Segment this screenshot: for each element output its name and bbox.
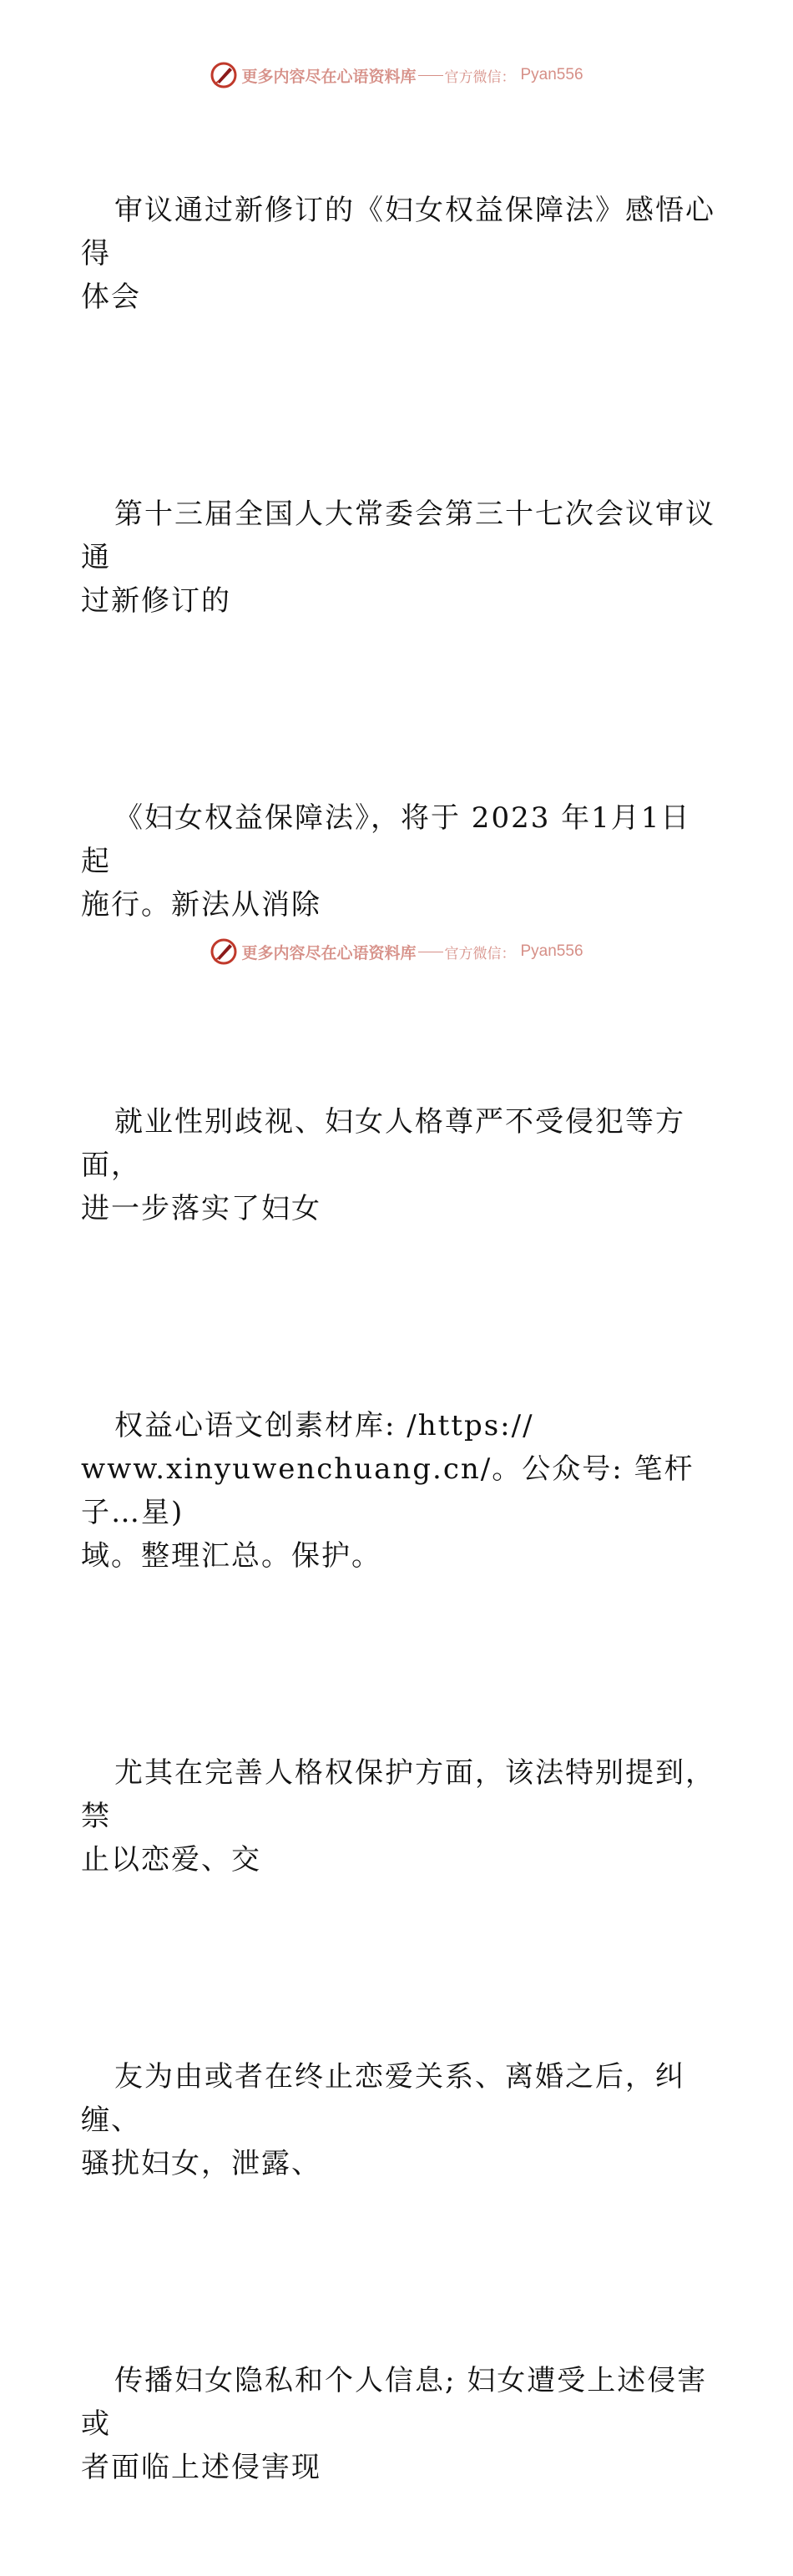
text-line: 审议通过新修订的《妇女权益保障法》感悟心得 <box>81 194 715 270</box>
text-line: 第十三届全国人大常委会第三十七次会议审议通 <box>81 498 715 574</box>
quill-logo-icon <box>210 61 238 89</box>
quill-logo-icon <box>210 937 238 966</box>
text-line: 尤其在完善人格权保护方面，该法特别提到，禁 <box>81 1756 715 1833</box>
text-line: 过新修订的 <box>81 584 231 618</box>
text-line: 骚扰妇女，泄露、 <box>81 2147 321 2180</box>
banner-site-name: 更多内容尽在心语资料库 <box>241 943 417 962</box>
paragraph-6 <box>81 1664 715 1968</box>
paragraph-7 <box>81 1968 715 2272</box>
text-line: 者面临上述侵害现 <box>81 2451 321 2484</box>
banner-wechat-id: Pyan556 <box>520 66 583 83</box>
text-line: 进一步落实了妇女 <box>81 1192 321 1225</box>
footer-banner <box>0 935 793 968</box>
text-line: 施行。新法从消除 <box>81 888 321 922</box>
banner-site-name: 更多内容尽在心语资料库 <box>241 67 417 86</box>
text-line: www.xinyuwenchuang.cn/。公众号: 笔杆子…星) <box>81 1452 695 1529</box>
text-line: 体会 <box>81 280 141 314</box>
text-line: 《妇女权益保障法》，将于 2023 年1月1日起 <box>81 801 691 878</box>
header-banner <box>0 58 793 92</box>
text-line: 止以恋爱、交 <box>81 1843 261 1876</box>
text-line: 就业性别歧视、妇女人格尊严不受侵犯等方面， <box>81 1105 685 1182</box>
banner-wechat-label: 官方微信： <box>444 68 516 86</box>
paragraph-4 <box>81 1013 715 1317</box>
paragraph-1 <box>81 102 715 406</box>
paragraph-5 <box>81 1317 715 1664</box>
paragraph-8 <box>81 2272 715 2576</box>
text-line: 权益心语文创素材库: /https:// <box>114 1409 534 1442</box>
banner-divider <box>418 75 443 76</box>
banner-wechat-label: 官方微信： <box>444 945 516 962</box>
text-line: 传播妇女隐私和个人信息; 妇女遭受上述侵害或 <box>81 2364 708 2441</box>
document-body <box>81 102 715 2576</box>
text-line: 域。整理汇总。保护。 <box>81 1539 381 1573</box>
text-line: 友为由或者在终止恋爱关系、离婚之后，纠缠、 <box>81 2060 685 2137</box>
banner-wechat-id: Pyan556 <box>520 942 583 960</box>
paragraph-2 <box>81 406 715 710</box>
